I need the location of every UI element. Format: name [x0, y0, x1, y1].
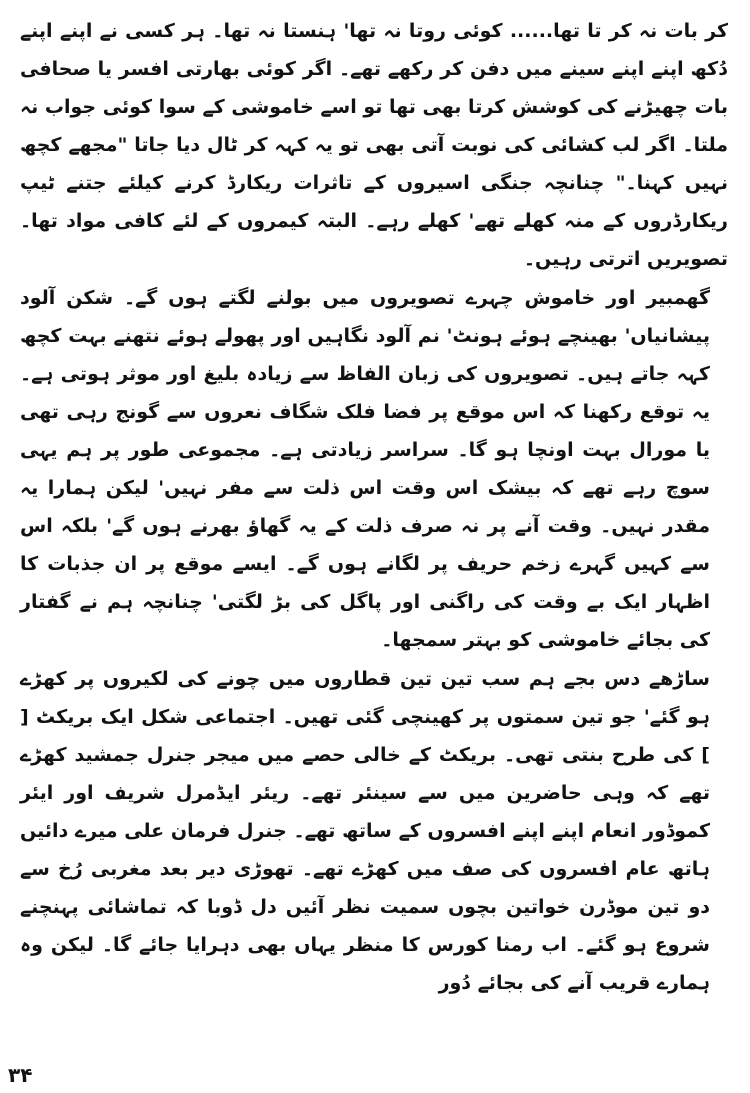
page-number: ۳۴ [8, 1063, 33, 1087]
page-text [20, 12, 728, 1002]
paragraph-1: کر بات نہ کر تا تھا...... کوئی روتا نہ تھا' ہنستا نہ تھا۔ ہر کسی نے اپنے اپنے دُکھ اپنے اپنے سینے میں دفن کر رکھے تھے۔ اگر کوئی بھارتی افسر یا صحافی بات چھیڑنے کی کوشش کرتا بھی تھا تو اسے خاموشی کے سوا کوئی جواب نہ ملتا۔ اگر لب کشائی کی نوبت آتی بھی تو یہ کہہ کر ٹال دیا جاتا "مجھے کچھ نہیں کہنا۔" چنانچہ جنگی اسیروں کے تاثرات ریکارڈ کرنے کیلئے جتنے ٹیپ ریکارڈروں کے منہ کھلے تھے' کھلے رہے۔ البتہ کیمروں کے لئے کافی مواد تھا۔ تصویریں اترتی رہیں۔ [20, 20, 728, 270]
paragraph-2: گھمبیر اور خاموش چہرے تصویروں میں بولنے لگتے ہوں گے۔ شکن آلود پیشانیاں' بھینچے ہوئے ہونٹ' نم آلود نگاہیں اور پھولے ہوئے نتھنے بہت کچھ کہہ جاتے ہیں۔ تصویروں کی زبان الفاظ سے زیادہ بلیغ اور موثر ہوتی ہے۔ یہ توقع رکھنا کہ اس موقع پر فضا فلک شگاف نعروں سے گونج رہی تھی یا مورال بہت اونچا ہو گا۔ سراسر زیادتی ہے۔ مجموعی طور پر ہم یہی سوچ رہے تھے کہ بیشک اس وقت اس ذلت سے مفر نہیں' لیکن ہمارا یہ مقدر نہیں۔ وقت آنے پر نہ صرف ذلت کے یہ گھاؤ بھرنے ہوں گے' بلکہ اس سے کہیں گہرے زخم حریف پر لگانے ہوں گے۔ ایسے موقع پر ان جذبات کا اظہار ایک بے وقت کی راگنی اور پاگل کی بڑ لگتی' چنانچہ ہم نے گفتار کی بجائے خاموشی کو بہتر سمجھا۔ [20, 287, 710, 651]
paragraph-3: ساڑھے دس بجے ہم سب تین تین قطاروں میں چونے کی لکیروں پر کھڑے ہو گئے' جو تین سمتوں پر کھینچی گئی تھیں۔ اجتماعی شکل ایک بریکٹ [ ] کی طرح بنتی تھی۔ بریکٹ کے خالی حصے میں میجر جنرل جمشید کھڑے تھے کہ وہی حاضرین میں سے سینئر تھے۔ ریئر ایڈمرل شریف اور ایئر کموڈور انعام اپنے اپنے افسروں کے ساتھ تھے۔ جنرل فرمان علی میرے دائیں ہاتھ عام افسروں کی صف میں کھڑے تھے۔ تھوڑی دیر بعد مغربی رُخ سے دو تین موڈرن خواتین بچوں سمیت نظر آئیں دل ڈوبا کہ تماشائی پہنچنے شروع ہو گئے۔ اب رمنا کورس کا منظر یہاں بھی دہرایا جائے گا۔ لیکن وہ ہمارے قریب آنے کی بجائے دُور [20, 668, 710, 994]
